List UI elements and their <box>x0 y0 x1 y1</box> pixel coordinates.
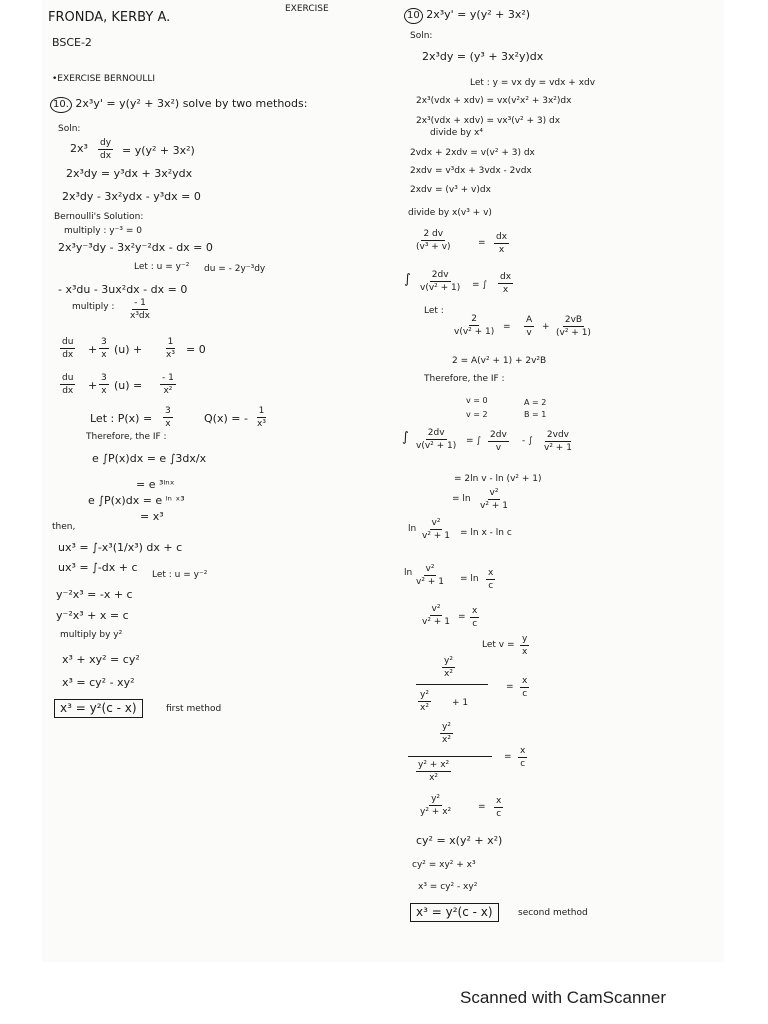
ln3-den: v² + 1 <box>422 531 450 541</box>
sol-2-let: Let : u = y⁻² <box>152 570 208 580</box>
right-eq-4: 2vdx + 2xdv = v(v² + 3) dx <box>410 148 535 158</box>
multiply-2-fraction <box>128 298 152 321</box>
int2-mid-num: 2dv <box>490 430 507 440</box>
int2-mid-den: v <box>495 443 502 453</box>
left-eq-5: - x³du - 3ux²dx - dx = 0 <box>58 283 188 296</box>
pf-expanded: 2 = A(v² + 1) + 2v²B <box>452 356 547 366</box>
e2-derivative <box>60 373 75 396</box>
ln-line-3-pre: ln <box>408 524 417 534</box>
c3-num: y² <box>431 794 441 804</box>
int1-fraction <box>418 270 462 293</box>
then-label: then, <box>52 522 76 532</box>
c2-rhs-den: c <box>520 759 526 769</box>
q-label: Q(x) = - <box>204 412 248 425</box>
ln-line-5-frac <box>420 604 452 627</box>
b-value: B = 1 <box>524 410 547 419</box>
c2-top <box>440 722 453 745</box>
bernoulli-label: Bernoulli's Solution: <box>54 212 144 222</box>
c3-den: y² + x² <box>420 807 452 817</box>
let-v-den: x <box>522 647 528 657</box>
right-divide-2: divide by x(v³ + v) <box>408 208 492 218</box>
ln4-rden: c <box>488 581 494 591</box>
c2-top-den: x² <box>442 735 451 745</box>
right-end-3: x³ = cy² - xy² <box>418 882 478 892</box>
int2-lhs-den: v(v² + 1) <box>416 441 457 451</box>
sol-2: ux³ = ∫-dx + c <box>58 561 138 574</box>
if-line-3: e ∫P(x)dx = e ˡⁿ ˣ³ <box>88 494 185 507</box>
int1-den: v(v² + 1) <box>420 283 461 293</box>
second-method-answer-box: x³ = y²(c - x) <box>410 903 499 922</box>
m2-num: - 1 <box>134 298 146 308</box>
e2-u: (u) = <box>114 379 143 392</box>
eq1-rhs: = y(y² + 3x²) <box>122 144 195 157</box>
sep-den: (v³ + v) <box>416 242 451 252</box>
c2-bot-num: y² + x² <box>418 760 450 770</box>
sol-7: x³ = cy² - xy² <box>62 676 135 689</box>
c2-bot-den: x² <box>429 773 439 783</box>
pf-b-den: (v² + 1) <box>556 328 591 338</box>
q-num: 1 <box>258 406 265 416</box>
section-label: BSCE-2 <box>52 36 92 49</box>
left-eq-1 <box>70 142 88 155</box>
left-problem <box>50 97 307 113</box>
eq1-derivative <box>98 138 113 161</box>
c1-top-num: y² <box>444 656 453 666</box>
int2-rhs-den: v² + 1 <box>544 443 572 453</box>
camscanner-watermark: Scanned with CamScanner <box>460 988 667 1007</box>
e1-coef-den: x <box>101 350 107 360</box>
c1-top <box>442 656 455 679</box>
c1-rhs-num: x <box>522 676 528 686</box>
pf-a <box>524 315 534 338</box>
right-divide-1: divide by x⁴ <box>430 128 483 138</box>
ln5-den: v² + 1 <box>422 617 450 627</box>
sep-rhs-num: dx <box>496 232 508 242</box>
q-den: x³ <box>257 419 266 429</box>
ln5-rden: c <box>472 619 478 629</box>
sol-4: y⁻²x³ + x = c <box>56 609 129 622</box>
if-line-1: e ∫P(x)dx = e ∫3dx/x <box>92 452 207 465</box>
sol-3: y⁻²x³ = -x + c <box>56 588 133 601</box>
c2-eq: = <box>504 752 512 762</box>
sol-6: x³ + xy² = cy² <box>62 653 140 666</box>
ln-line-2-frac <box>478 488 510 511</box>
ln-line-5-rfrac <box>470 606 479 629</box>
ln4-den: v² + 1 <box>416 577 444 587</box>
c1-rhs-den: c <box>522 689 528 699</box>
ln-line-5-eq: = <box>458 612 466 622</box>
c3-lhs <box>418 794 453 817</box>
c1-main-bar <box>416 684 488 685</box>
pf-plus: + <box>542 322 550 332</box>
pf-b <box>554 315 593 338</box>
let-v-frac <box>520 634 529 657</box>
multiply-1: multiply : y⁻³ = 0 <box>64 226 142 236</box>
page-title: EXERCISE <box>285 4 329 14</box>
pf-eq: = <box>503 322 511 332</box>
ln4-num: v² <box>425 564 435 574</box>
int1-rhs <box>498 272 513 295</box>
e2-dx: dx <box>62 386 74 396</box>
student-name: FRONDA, KERBY A. <box>48 10 171 25</box>
c1-bottom <box>418 690 431 713</box>
ln-line-4-rhs: = ln <box>460 574 479 584</box>
right-therefore: Therefore, the IF : <box>424 374 505 384</box>
sep-num: 2 dv <box>423 229 444 239</box>
e2-rhs <box>160 373 176 396</box>
right-eq-5: 2xdv = v³dx + 3vdx - 2vdx <box>410 166 532 176</box>
e2-plus: + <box>88 379 98 392</box>
m2-den: x³dx <box>130 311 150 321</box>
sep-rhs <box>494 232 509 255</box>
e1-end: = 0 <box>186 343 206 356</box>
let-u: Let : u = y⁻² <box>134 262 190 272</box>
left-eq-4: 2x³y⁻³dy - 3x²y⁻²dx - dx = 0 <box>58 241 213 254</box>
eq1-den: dx <box>100 151 112 161</box>
c2-top-num: y² <box>442 722 451 732</box>
right-end-1: cy² = x(y² + x²) <box>416 834 503 847</box>
int1-rhs-den: x <box>502 285 509 295</box>
e1-last-num: 1 <box>167 337 174 347</box>
left-eq-3: 2x³dy - 3x²ydx - y³dx = 0 <box>62 190 201 203</box>
left-therefore: Therefore, the IF : <box>86 432 167 442</box>
second-method-label: second method <box>518 908 588 918</box>
c2-rhs <box>518 746 527 769</box>
ln-line-4-rfrac <box>486 568 495 591</box>
e2-coef <box>99 373 109 396</box>
eq1-lhs: 2x³ <box>70 142 88 155</box>
ln5-rnum: x <box>472 606 478 616</box>
integral-sign-2: ∫ <box>402 430 409 445</box>
if-line-2: = e ³ˡⁿˣ <box>136 478 175 491</box>
v-zero: v = 0 <box>466 396 488 405</box>
c2-rhs-num: x <box>520 746 526 756</box>
int1-rhs-num: dx <box>500 272 512 282</box>
c1-rhs <box>520 676 529 699</box>
int2-minus: - ∫ <box>522 436 533 446</box>
e1-du: du <box>62 337 74 347</box>
e2-rhs-den: x² <box>163 386 173 396</box>
v-two: v = 2 <box>466 410 488 419</box>
first-method-label: first method <box>166 704 222 714</box>
if-line-4: = x³ <box>140 510 164 523</box>
e1-derivative <box>60 337 75 360</box>
let-v-num: y <box>522 634 528 644</box>
left-problem-text: 2x³y' = y(y² + 3x²) solve by two methods: <box>75 97 308 110</box>
pf-lhs-num: 2 <box>471 314 477 324</box>
right-eq-2: 2x³(vdx + xdv) = vx(v²x² + 3x²)dx <box>416 96 572 106</box>
c1-eq: = <box>506 682 514 692</box>
int1-eq: = ∫ <box>472 280 488 290</box>
right-eq-3: 2x³(vdx + xdv) = vx³(v² + 3) dx <box>416 116 561 126</box>
c1-bot-num: y² <box>420 690 429 700</box>
right-soln-label: Soln: <box>410 31 433 41</box>
ln2-den: v² + 1 <box>480 501 508 511</box>
problem-number-circle: 10. <box>50 97 72 113</box>
integral-sign-1: ∫ <box>404 272 411 287</box>
sep-rhs-den: x <box>498 245 505 255</box>
let-du: du = - 2y⁻³dy <box>204 264 266 274</box>
ln-line-3-frac <box>420 518 452 541</box>
multiply-2: multiply : <box>72 302 115 312</box>
ln-line-4-frac <box>414 564 446 587</box>
sep-eq: = <box>478 238 486 248</box>
e1-last <box>164 337 177 360</box>
int2-rhs <box>542 430 574 453</box>
ln-line-2-pre: = ln <box>452 494 471 504</box>
right-eq-1: 2x³dy = (y³ + 3x²y)dx <box>422 50 544 63</box>
e1-plus: + <box>88 343 98 356</box>
ln-line-4-pre: ln <box>404 568 413 578</box>
ln2-num: v² <box>489 488 499 498</box>
ln-line-1: = 2ln v - ln (v² + 1) <box>454 474 542 484</box>
p-den: x <box>165 419 171 429</box>
int2-eq: = ∫ <box>466 436 482 446</box>
ln4-rnum: x <box>488 568 494 578</box>
e1-last-den: x³ <box>166 350 175 360</box>
first-method-answer-box: x³ = y²(c - x) <box>54 699 143 718</box>
e1-coef <box>99 337 109 360</box>
left-eq-2: 2x³dy = y³dx + 3x²ydx <box>66 167 193 180</box>
c3-rhs-den: c <box>496 809 502 819</box>
right-end-2: cy² = xy² + x³ <box>412 860 476 870</box>
c3-eq: = <box>478 802 486 812</box>
right-problem-text: 2x³y' = y(y² + 3x²) <box>426 8 531 21</box>
c1-plus-one: + 1 <box>452 698 469 708</box>
c1-bot-den: x² <box>420 703 429 713</box>
c3-rhs <box>494 796 503 819</box>
let-v-label: Let v = <box>482 640 515 650</box>
let-p: Let : P(x) = <box>90 412 153 425</box>
right-problem <box>404 8 530 24</box>
left-soln-label: Soln: <box>58 124 81 134</box>
e1-coef-num: 3 <box>101 337 107 347</box>
c3-rhs-num: x <box>496 796 502 806</box>
pf-b-num: 2vB <box>564 315 583 325</box>
int1-num: 2dv <box>431 270 449 280</box>
p-fraction <box>163 406 173 429</box>
q-fraction <box>255 406 268 429</box>
pf-lhs <box>452 314 496 337</box>
sol-5: multiply by y² <box>60 630 123 640</box>
right-problem-number-circle: 10 <box>404 8 423 24</box>
right-eq-6: 2xdv = (v³ + v)dx <box>410 185 491 195</box>
sep-fraction <box>414 229 453 252</box>
pf-a-den: v <box>526 328 532 338</box>
e2-du: du <box>62 373 74 383</box>
int2-mid <box>488 430 509 453</box>
pf-lhs-den: v(v² + 1) <box>454 327 495 337</box>
pf-a-num: A <box>526 315 533 325</box>
c1-top-den: x² <box>444 669 453 679</box>
c2-main-bar <box>408 756 492 757</box>
eq1-num: dy <box>100 138 112 148</box>
e1-u: (u) + <box>114 343 143 356</box>
e2-coef-num: 3 <box>101 373 107 383</box>
a-value: A = 2 <box>524 398 547 407</box>
e2-coef-den: x <box>101 386 107 396</box>
e1-dx: dx <box>62 350 74 360</box>
sol-1: ux³ = ∫-x³(1/x³) dx + c <box>58 541 183 554</box>
int2-rhs-num: 2vdv <box>546 430 570 440</box>
right-let-vx: Let : y = vx dy = vdx + xdv <box>470 78 596 88</box>
e2-rhs-num: - 1 <box>162 373 174 383</box>
c2-bottom <box>416 760 451 783</box>
ln5-num: v² <box>431 604 441 614</box>
p-num: 3 <box>165 406 171 416</box>
ln3-num: v² <box>431 518 441 528</box>
int2-lhs <box>414 428 458 451</box>
ln-line-3-rhs: = ln x - ln c <box>460 528 512 538</box>
int2-lhs-num: 2dv <box>427 428 445 438</box>
topic-title: •EXERCISE BERNOULLI <box>52 74 156 84</box>
pf-let: Let : <box>424 306 444 316</box>
